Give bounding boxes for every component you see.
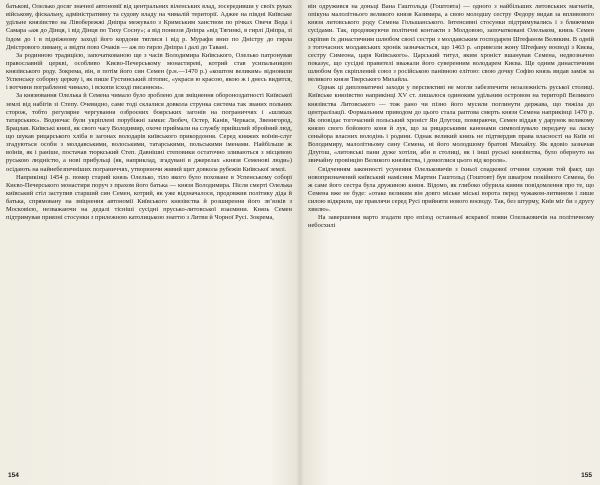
paragraph: За князювання Олелька й Семена чимало було зроблено для зміцнення обороноздатності Київської землі від набігів зі Степу. Очевидно, саме тоді склалися довкола струнка система так званих польних сторож, тобто регулярне чергування озброєних боярських загонів на пограниччях і «шляхах татарських». Водночас були укріплені порубіжні замки: Любеч, Остер, Канів, Черкаси, Звенигород, Брацлав. Київські князі, як свого часу Володимир, охоче приймали на службу прийшлий збройний люд, що шукав рицарського хліба в загонах володарів київського прикордоння. Серед княжих воїнів-слуг згадуються особи з молдавськими, волоськими, татарськими, польськими іменами. Найбільше ж воїнів, як і раніше, постачав тюркський Степ. Давнішні степовики остаточно зливаються з місцевою руською людністю, а нові прибульці (як, наприклад, згадувані в джерелах «князя Семенові люди») осідають на найнебезпечніших пограниччях, утворюючи живий щит довкола рубежів Київської землі.: [6, 92, 292, 173]
paragraph: На завершення варто згадати про епізод останньої яскравої появи Олельковичів на політичному небосхилі: [308, 214, 594, 230]
paragraph: За родинною традицією, започаткованою ще з часів Володимира Київського, Олелько патронував православній церкві, особливо Києво-Печерському монастиреві, котрий став усипальницею князівського роду. Зокрема, він, в потім його син Семен (р.н.—1470 р.) «коштом великим» відновили Успенську соборну церкву і, як пише Густинський літопис, «украси ю красою, якою ж і днесь видится, і вотчини пограбленні чимало, і вскопи ісході писаннєм».: [6, 51, 292, 92]
book-gutter: [296, 0, 304, 485]
page-number: 155: [581, 472, 592, 479]
right-page: [308, 3, 594, 481]
paragraph: батькові, Олелько досяг значної автономії від центральних віленських влад, зосередивши у своїх руках військову, фіскальну, адміністративну та судову владу на чималій території. Аджее на півдні Київське удільне князівство на Лівобережжі Дніпра межувало з Кримським ханством по річках Овечя Вода і Самара «аж до Дінця, і від Дінця по Тиху Сосну»; а від пониззя Дніпра «від Тягинкі, в гирлі Дніпра, зі їздом до і в підніжному заході його кордони тяглися і від р. Мурафи вниз по Дністру до гирла Дністрового лиману, а звідти повз Очаків — аж по гирло Дніпра і далі до Тавані.: [6, 3, 292, 51]
paragraph: Свідченням законності усунення Олельковичів з їхньої спадкової отчини служив той факт, що новопризначений київський намісник Мартин Гаштольд (Гоштовт) був шваґром покійного Семена, бо ж саме його сестра була дружиною князя. Відомо, як глибоко обурила кияни повідомлення про те, що Семена вже не буде: «отаке великим він довго міське міські ворота перед чужаком-литвином і лише силою відкрили, ще правлячи серед Русі прийняти нового воєводу. Так, без штурму, Київ міг би з другу хвилю».: [308, 165, 594, 214]
paragraph: Наприкінці 1454 р. помер старий князь Олелько, тіло якого було поховане в Успенському соборі Києво-Печерського монастиря поруч з прахом його батька — князя Володимира. Після смерті Олелька київський стіл заступив старший син Семен, котрий, як уже відзначалося, продовжив політику діда й батька, спрямовану на зміцнення автономії Київського князівства й розширення його зв’язків з Московією, незважаючи на дедалі тісніші сусідні прусько-литовської взаємини. Князь Семен підтримував приязні стосунки з прилежною католицькою знаттю з Литви й Чорної Русі. Зокрема,: [6, 173, 292, 222]
page-number: 154: [8, 472, 19, 479]
left-page-text: [6, 3, 292, 222]
left-page: [6, 3, 292, 481]
paragraph: він одружився на доньці Вана Гаштольда (Гоштовта) — одного з найбільших литовських магнатів, опікуна малолітнього великого князя Казимира, а свою молодшу сестру Федору видав за впливового князя литовського роду Семена Гольшанського. Інтенсивні стосунки підтримувались і з ближчими сусідами. Так, продовжуючи політичні контакти з Молдовою, започатковані Олельком, князь Семен скріпив їх династичним шлюбом своєї сестри з молдавським господарем Штефаном Великим. В одній з тогочасних молдавських хронік зазначається, що 1463 р. «привезли жону Штефану воєводі з Києва, сестру Симеона, царя Київського». Царський титул, яким хроніст вшанував Семена, недвозначно показує, що сусідні правителі вважали його суверенним володарем Києва. Ще одним династичним шлюбом був скріплений союз з російською панівною елітою: свою дочку Софію князь видав заміж за великого князя Тверського Михайла.: [308, 3, 594, 84]
paragraph: Однак ці дипломатичні заходи у перспективі не могли забезпечити незалежність руської столиці. Київське князівство наприкінці XV ст. лишалося одиноким удільним островом на території Великого князівства Литовського — тож рано чи пізно його мусили поглинути держава, що тяжіла до централізації. Формальним приводом до цього стала раптова смерть князя Семена наприкінці 1470 р. Як оповідає тогочасний польський хроніст Ян Длугош, помираючи, Семен віддав у дарунок великому князю свого бойового коня й лук, що за рицарськими канонами символізувало передачу на ласку сеньйора власних володінь і родини. Однак великий князь не підтвердив права власності на Київ ні Володимиру, малолітньому сину Семена, ні його молодшому братові Михайлу. Як вдовіо зазначав Длугош, «литовські пани дуже хотіли, аби в столиці, як і інші руські князівства, було обернуто на звичайну провінцію Великого князівства, і домоглися цього від короля».: [308, 84, 594, 165]
right-page-text: [308, 3, 594, 231]
